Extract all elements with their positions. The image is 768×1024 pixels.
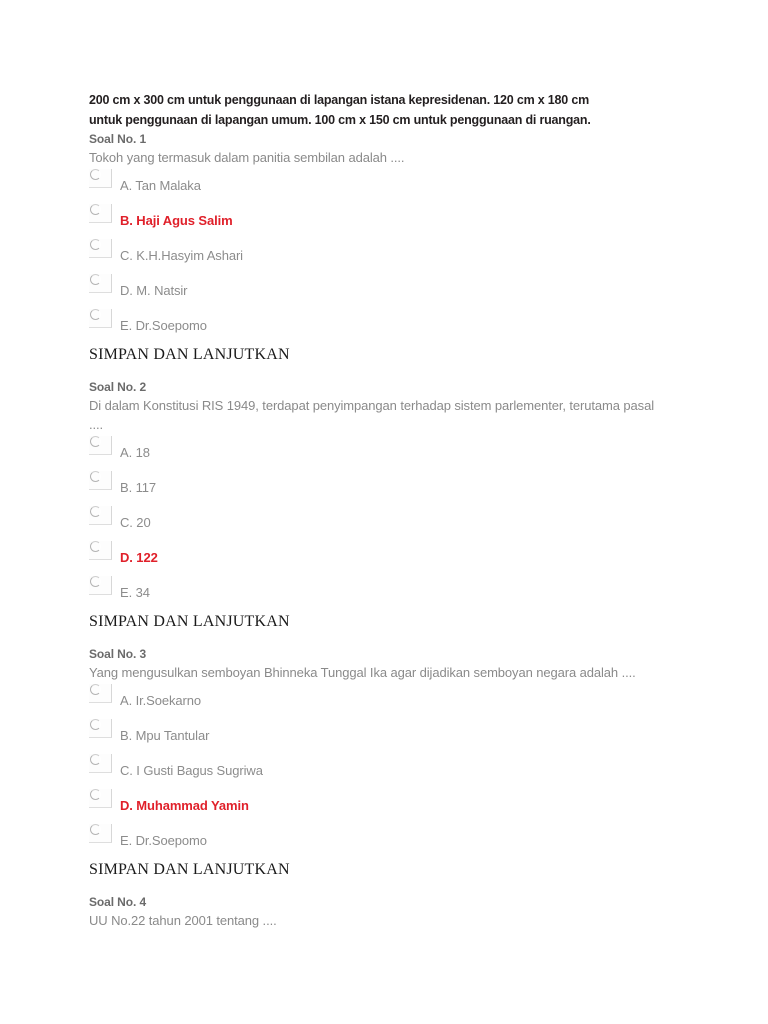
question-number-label: Soal No. 1 — [89, 132, 147, 146]
option-row-q2-b[interactable] — [89, 469, 649, 504]
option-row-q3-c[interactable] — [89, 752, 649, 787]
option-row-q2-d[interactable] — [89, 539, 649, 574]
question-block-1 — [89, 131, 649, 342]
question-number-label: Soal No. 2 — [89, 380, 147, 394]
option-label: C. 20 — [120, 515, 151, 530]
radio-ring-icon — [90, 719, 101, 730]
question-block-4 — [89, 894, 649, 930]
questions-container — [89, 131, 654, 930]
radio-button-icon[interactable] — [89, 754, 112, 773]
radio-ring-icon — [90, 436, 101, 447]
radio-ring-icon — [90, 506, 101, 517]
radio-button-icon[interactable] — [89, 309, 112, 328]
option-list — [89, 167, 649, 342]
question-block-3 — [89, 646, 649, 857]
radio-button-icon[interactable] — [89, 169, 112, 188]
radio-button-icon[interactable] — [89, 471, 112, 490]
option-label: C. I Gusti Bagus Sugriwa — [120, 763, 263, 778]
option-label: D. Muhammad Yamin — [120, 798, 249, 813]
option-label: C. K.H.Hasyim Ashari — [120, 248, 243, 263]
option-row-q1-c[interactable] — [89, 237, 649, 272]
option-label: A. 18 — [120, 445, 150, 460]
radio-button-icon[interactable] — [89, 541, 112, 560]
radio-ring-icon — [90, 471, 101, 482]
radio-ring-icon — [90, 239, 101, 250]
option-label: E. 34 — [120, 585, 150, 600]
option-label: A. Ir.Soekarno — [120, 693, 201, 708]
question-text: Di dalam Konstitusi RIS 1949, terdapat penyimpangan terhadap sistem parlementer, terutama pasal .... — [89, 398, 654, 432]
option-row-q3-b[interactable] — [89, 717, 649, 752]
radio-button-icon[interactable] — [89, 789, 112, 808]
option-label: D. M. Natsir — [120, 283, 188, 298]
option-label: D. 122 — [120, 550, 158, 565]
quiz-content — [89, 90, 654, 930]
option-label: E. Dr.Soepomo — [120, 318, 207, 333]
radio-button-icon[interactable] — [89, 576, 112, 595]
option-row-q2-a[interactable] — [89, 434, 649, 469]
radio-ring-icon — [90, 576, 101, 587]
question-number-label: Soal No. 4 — [89, 895, 147, 909]
option-row-q1-b[interactable] — [89, 202, 649, 237]
question-number-label: Soal No. 3 — [89, 647, 147, 661]
option-label: B. Haji Agus Salim — [120, 213, 233, 228]
save-and-continue-button-q1[interactable]: SIMPAN DAN LANJUTKAN — [89, 346, 290, 363]
submit-row — [89, 612, 649, 632]
submit-row — [89, 345, 649, 365]
radio-ring-icon — [90, 169, 101, 180]
radio-ring-icon — [90, 204, 101, 215]
save-and-continue-button-q3[interactable]: SIMPAN DAN LANJUTKAN — [89, 861, 290, 878]
option-row-q1-d[interactable] — [89, 272, 649, 307]
question-text: Tokoh yang termasuk dalam panitia sembilan adalah .... — [89, 150, 405, 165]
option-label: B. 117 — [120, 480, 157, 495]
radio-button-icon[interactable] — [89, 506, 112, 525]
intro-paragraph: 200 cm x 300 cm untuk penggunaan di lapangan istana kepresidenan. 120 cm x 180 cm untuk penggunaan di lapangan umum. 100 cm x 150 cm untuk penggunaan di ruangan. — [89, 93, 591, 127]
radio-ring-icon — [90, 274, 101, 285]
option-row-q1-e[interactable] — [89, 307, 649, 342]
option-row-q3-d[interactable] — [89, 787, 649, 822]
radio-button-icon[interactable] — [89, 719, 112, 738]
radio-button-icon[interactable] — [89, 436, 112, 455]
option-label: B. Mpu Tantular — [120, 728, 210, 743]
question-text: UU No.22 tahun 2001 tentang .... — [89, 913, 277, 928]
radio-ring-icon — [90, 309, 101, 320]
save-and-continue-button-q2[interactable]: SIMPAN DAN LANJUTKAN — [89, 613, 290, 630]
radio-ring-icon — [90, 684, 101, 695]
option-row-q2-e[interactable] — [89, 574, 649, 609]
option-label: A. Tan Malaka — [120, 178, 201, 193]
option-list — [89, 434, 649, 609]
radio-ring-icon — [90, 754, 101, 765]
radio-button-icon[interactable] — [89, 204, 112, 223]
option-list — [89, 682, 649, 857]
option-row-q1-a[interactable] — [89, 167, 649, 202]
radio-button-icon[interactable] — [89, 684, 112, 703]
radio-button-icon[interactable] — [89, 824, 112, 843]
option-row-q2-c[interactable] — [89, 504, 649, 539]
submit-row — [89, 860, 649, 880]
radio-button-icon[interactable] — [89, 274, 112, 293]
option-row-q3-e[interactable] — [89, 822, 649, 857]
radio-ring-icon — [90, 541, 101, 552]
radio-ring-icon — [90, 824, 101, 835]
option-label: E. Dr.Soepomo — [120, 833, 207, 848]
question-block-2 — [89, 379, 654, 609]
radio-ring-icon — [90, 789, 101, 800]
option-row-q3-a[interactable] — [89, 682, 649, 717]
radio-button-icon[interactable] — [89, 239, 112, 258]
question-text: Yang mengusulkan semboyan Bhinneka Tunggal Ika agar dijadikan semboyan negara adalah .... — [89, 665, 636, 680]
